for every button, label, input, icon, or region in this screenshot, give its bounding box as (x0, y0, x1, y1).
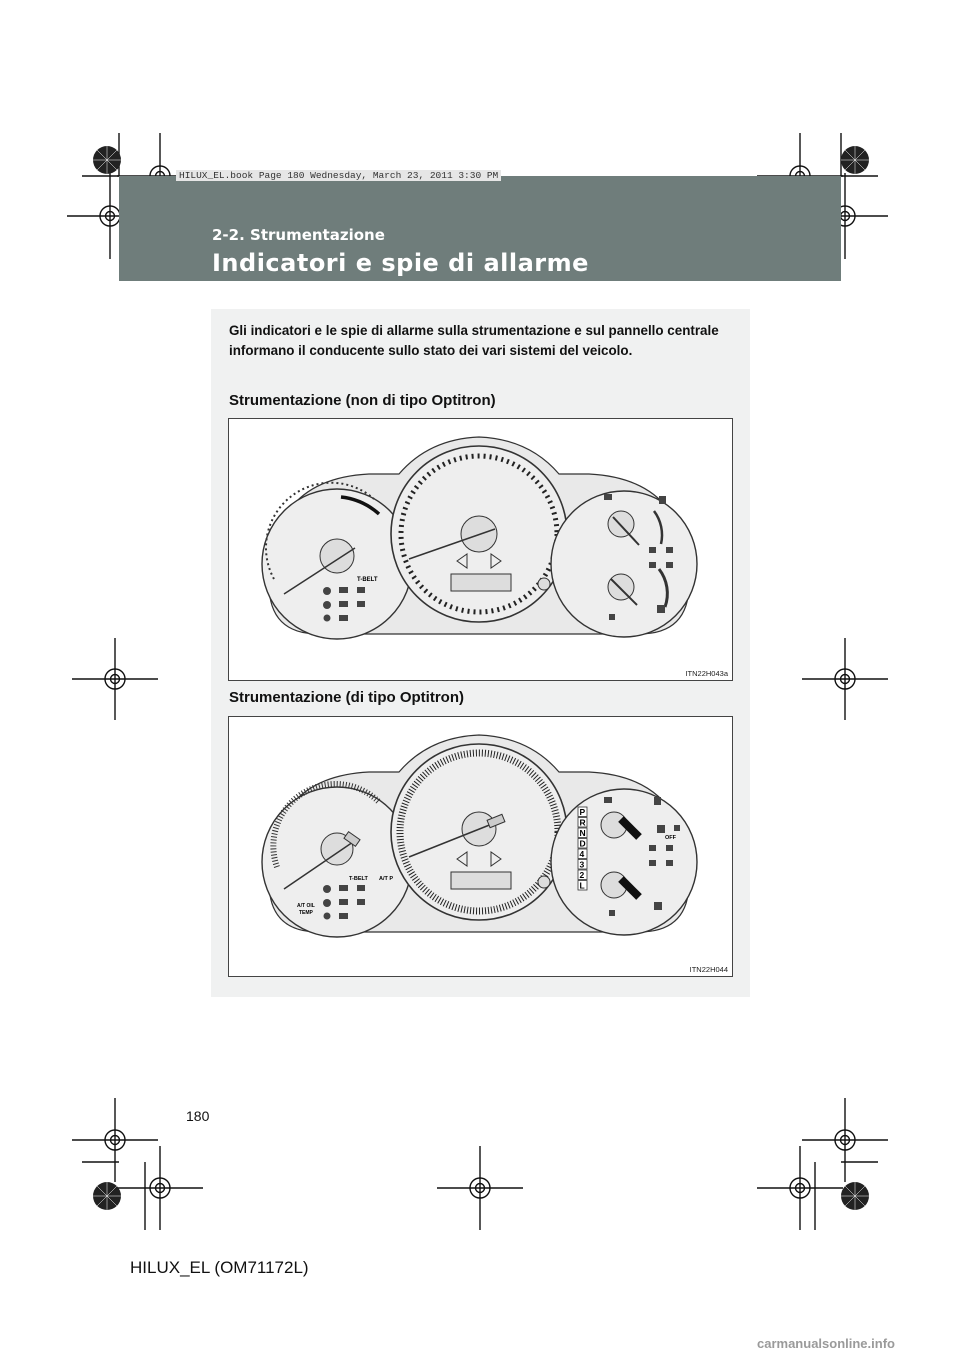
tbelt-label-1: T-BELT (357, 577, 378, 583)
atoil-label-2: TEMP (299, 910, 313, 916)
cluster-illustration (229, 419, 732, 680)
gear-letter: R (579, 817, 586, 828)
atoil-label-1: A/T OIL (297, 903, 315, 909)
gear-letter: 2 (579, 870, 585, 880)
atp-label: A/T P (379, 876, 394, 882)
gear-letter: L (579, 880, 585, 891)
figure-2-heading: Strumentazione (di tipo Optitron) (229, 689, 464, 706)
section-label: 2-2. Strumentazione (212, 226, 385, 244)
figure-1-heading: Strumentazione (non di tipo Optitron) (229, 392, 496, 409)
trip-knob (538, 876, 550, 888)
gear-letter: P (579, 807, 586, 817)
off-label: OFF (665, 835, 676, 841)
book-stamp: HILUX_EL.book Page 180 Wednesday, March 23, 2011 3:30 PM (176, 170, 501, 181)
fuel-temp-dial (551, 789, 697, 935)
footer-doc-code: HILUX_EL (OM71172L) (130, 1258, 309, 1277)
cluster-illustration-optitron (229, 717, 732, 976)
watermark: carmanualsonline.info (757, 1336, 895, 1351)
figure-1-panel (228, 418, 733, 681)
gear-indicator (578, 807, 587, 891)
gear-letter: D (579, 838, 586, 849)
page-number: 180 (186, 1108, 210, 1124)
gear-letter: 4 (579, 849, 585, 859)
odometer-display (451, 574, 511, 591)
gear-letter: 3 (579, 859, 585, 870)
page-title: Indicatori e spie di allarme (212, 249, 589, 277)
figure-1-code: ITN22H043a (685, 669, 728, 678)
trip-knob (538, 578, 550, 590)
odometer-display (451, 872, 511, 889)
intro-paragraph: Gli indicatori e le spie di allarme sulla strumentazione e sul pannello centrale informano il conducente sullo stato dei vari sistemi del veicolo. (229, 323, 719, 358)
gear-letter: N (579, 828, 586, 838)
figure-2-code: ITN22H044 (689, 965, 728, 974)
tbelt-label-2: T-BELT (349, 876, 368, 882)
figure-2-panel (228, 716, 733, 977)
